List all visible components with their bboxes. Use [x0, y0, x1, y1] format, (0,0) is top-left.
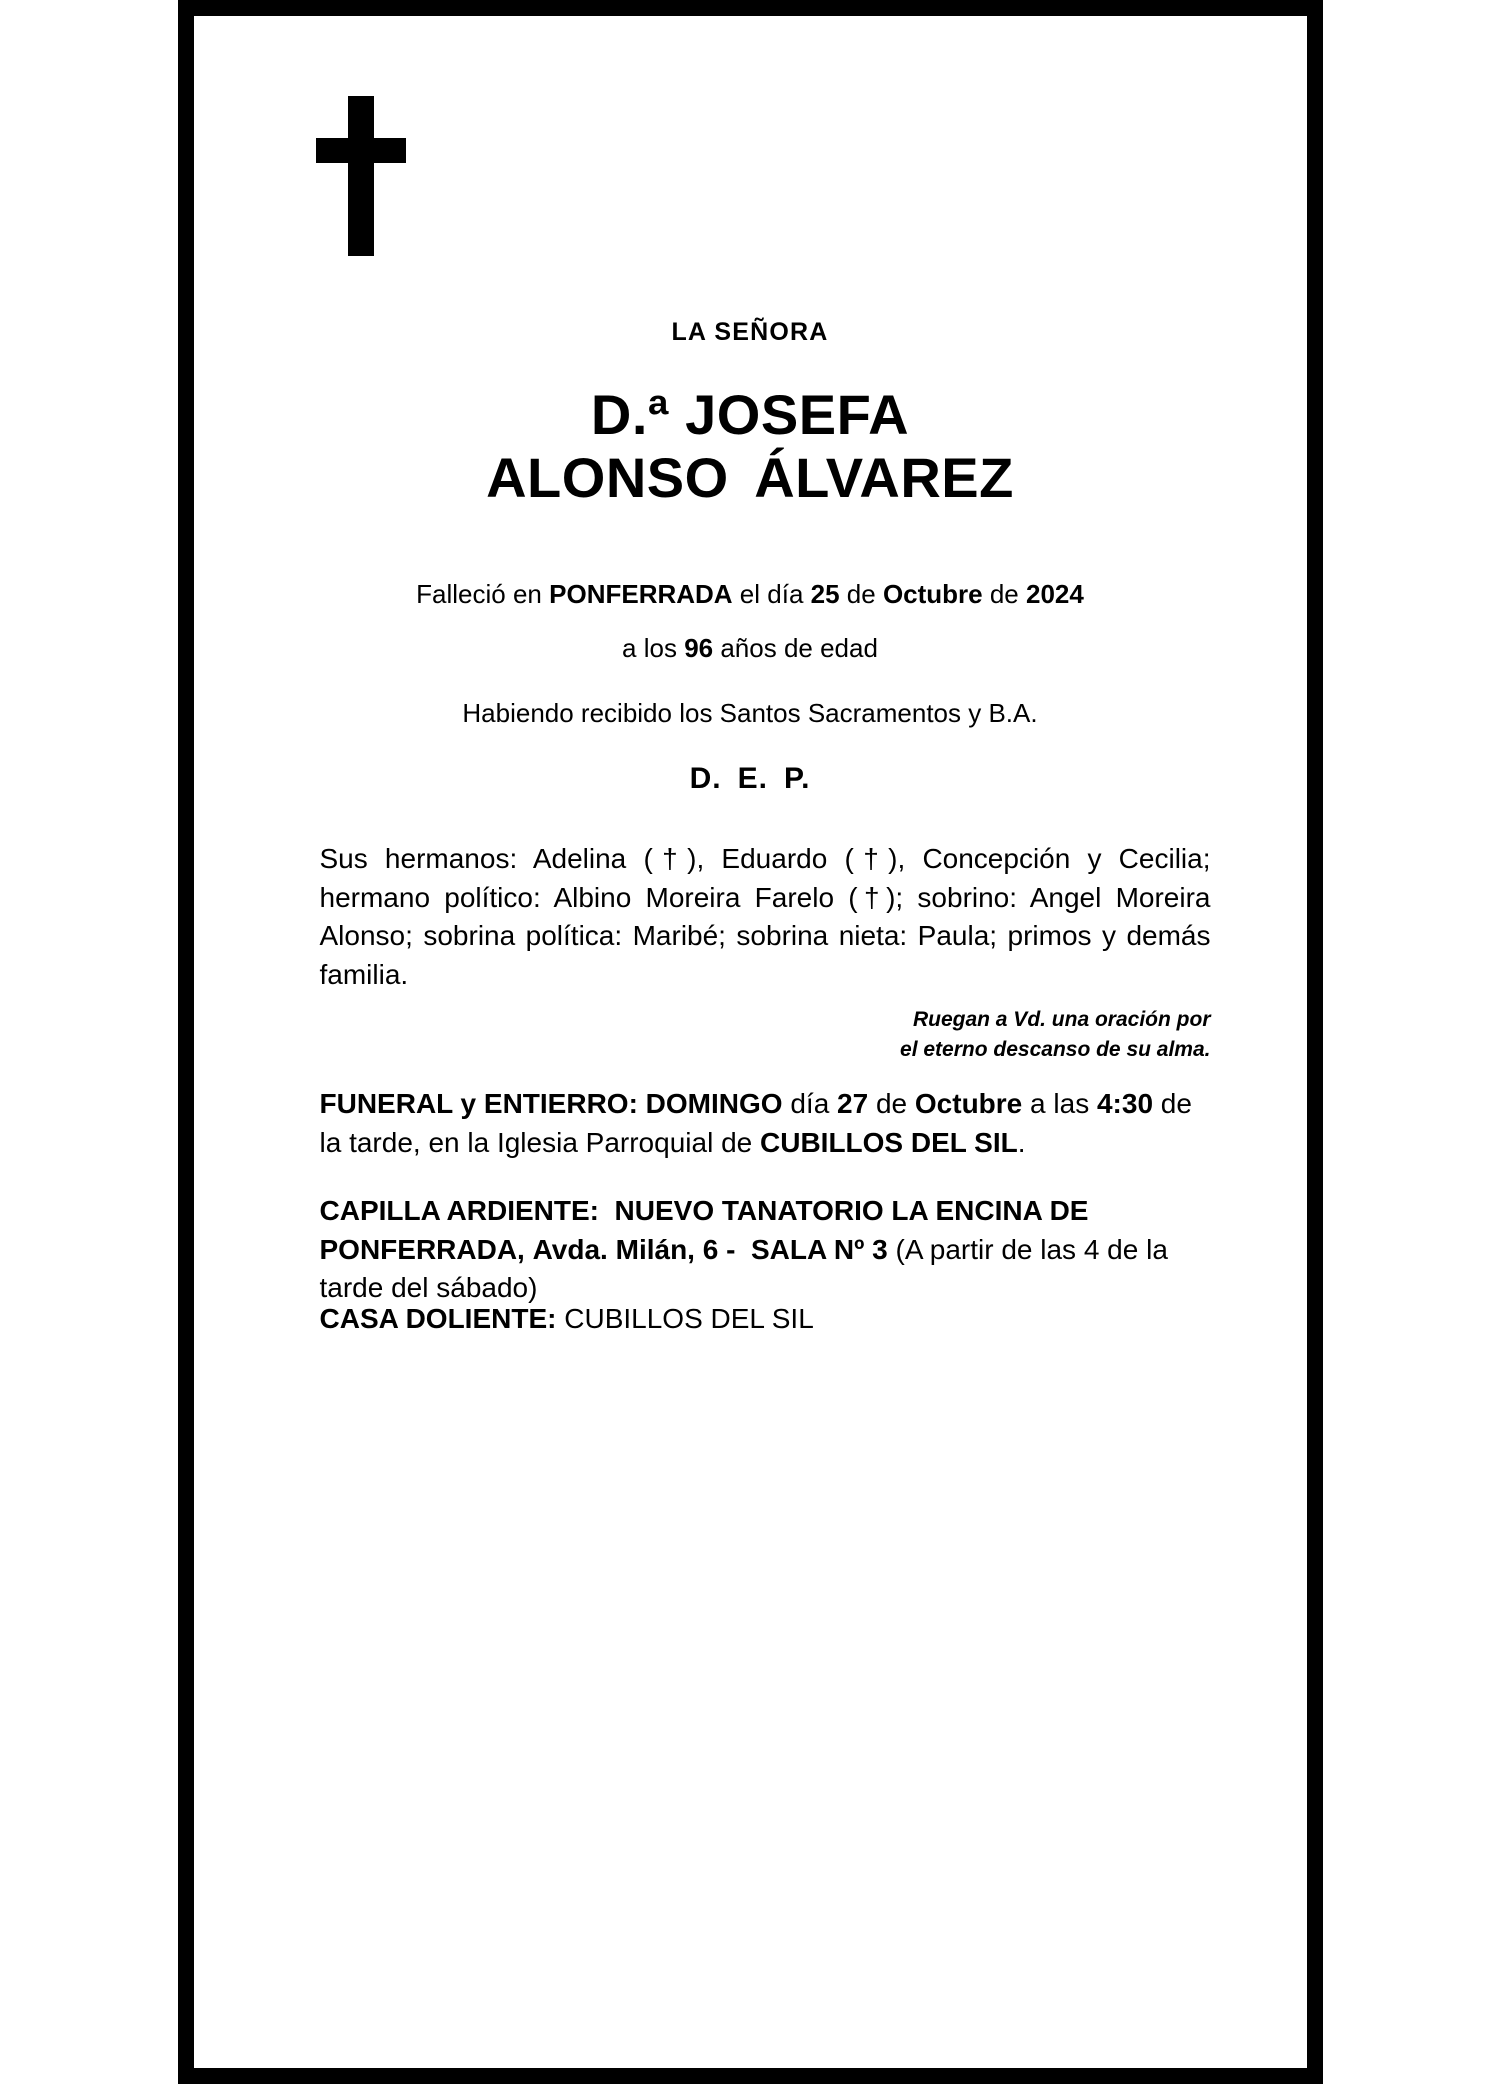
funeral-time: 4:30: [1096, 1088, 1154, 1119]
capilla-note: (A partir de las 4 de la tarde del sábado): [319, 1233, 1168, 1304]
cross-horizontal-bar: [316, 138, 406, 163]
capilla-label: CAPILLA ARDIENTE:: [319, 1195, 599, 1226]
death-mid: el día: [732, 579, 811, 609]
prayer-line-2: el eterno descanso de su alma.: [900, 1037, 1211, 1061]
capilla-venue: NUEVO TANATORIO LA ENCINA DE PONFERRADA,: [319, 1195, 1089, 1265]
funeral-church: CUBILLOS DEL SIL: [760, 1126, 1018, 1158]
dep-p: P.: [783, 762, 811, 795]
funeral-day: 27: [837, 1088, 869, 1119]
death-month: Octubre: [882, 579, 983, 609]
age-prefix: a los: [622, 633, 685, 663]
funeral-end: .: [1017, 1126, 1026, 1158]
dep-d: D.: [689, 762, 722, 795]
deceased-name-line-1: D.ª JOSEFA: [590, 383, 910, 446]
death-year: 2024: [1026, 579, 1084, 609]
funeral-de: de: [868, 1088, 915, 1119]
dep-e: E.: [737, 762, 768, 795]
casa-value: CUBILLOS DEL SIL: [564, 1303, 814, 1334]
family-paragraph: Sus hermanos: Adelina (†), Eduardo (†), Concepción y Cecilia; hermano político: Albino Moreira Farelo (†); sobrino: Angel Moreira Alonso; sobrina política: Maribé; sobrina nieta: Paula; primos y demás familia.: [319, 843, 1211, 990]
deceased-surname-2: ÁLVAREZ: [754, 445, 1014, 509]
funeral-a-las: a las: [1022, 1088, 1097, 1119]
age-value: 96: [684, 633, 714, 663]
esquela-card: [178, 0, 1323, 2084]
death-de-2: de: [982, 579, 1026, 609]
age-line: [194, 632, 1307, 666]
capilla-room: SALA Nº 3: [750, 1233, 888, 1265]
deceased-name: [194, 384, 1307, 509]
death-de-1: de: [839, 579, 883, 609]
dep-line: [194, 762, 1307, 796]
funeral-tail: de la tarde, en la Iglesia Parroquial de: [319, 1088, 1192, 1158]
capilla-address: Avda. Milán, 6 -: [532, 1233, 736, 1265]
deceased-name-line-2: [194, 447, 1307, 510]
death-place: PONFERRADA: [549, 579, 733, 609]
funeral-month: Octubre: [914, 1088, 1023, 1119]
cross-vertical-bar: [348, 96, 374, 256]
sacraments-line: Habiendo recibido los Santos Sacramentos y B.A.: [462, 698, 1038, 728]
funeral-block: [320, 1085, 1211, 1162]
prayer-line-1: Ruegan a Vd. una oración por: [912, 1008, 1211, 1031]
deceased-surname-1: ALONSO: [486, 445, 729, 509]
esquela-content: [194, 0, 1307, 2084]
funeral-label: FUNERAL y ENTIERRO: DOMINGO: [319, 1088, 783, 1119]
honorific-label: LA SEÑORA: [671, 318, 829, 346]
capilla-ardiente-block: [320, 1192, 1211, 1308]
casa-label: CASA DOLIENTE:: [319, 1303, 557, 1334]
death-place-date-line: [194, 578, 1307, 612]
casa-doliente-block: [320, 1300, 1211, 1339]
death-prefix: Falleció en: [416, 579, 550, 609]
age-suffix: años de edad: [713, 633, 878, 663]
prayer-request: [871, 1005, 1211, 1065]
cross-icon: [316, 96, 406, 256]
funeral-dia: día: [782, 1088, 838, 1119]
name-spacer: [729, 446, 755, 509]
death-day: 25: [810, 579, 840, 609]
